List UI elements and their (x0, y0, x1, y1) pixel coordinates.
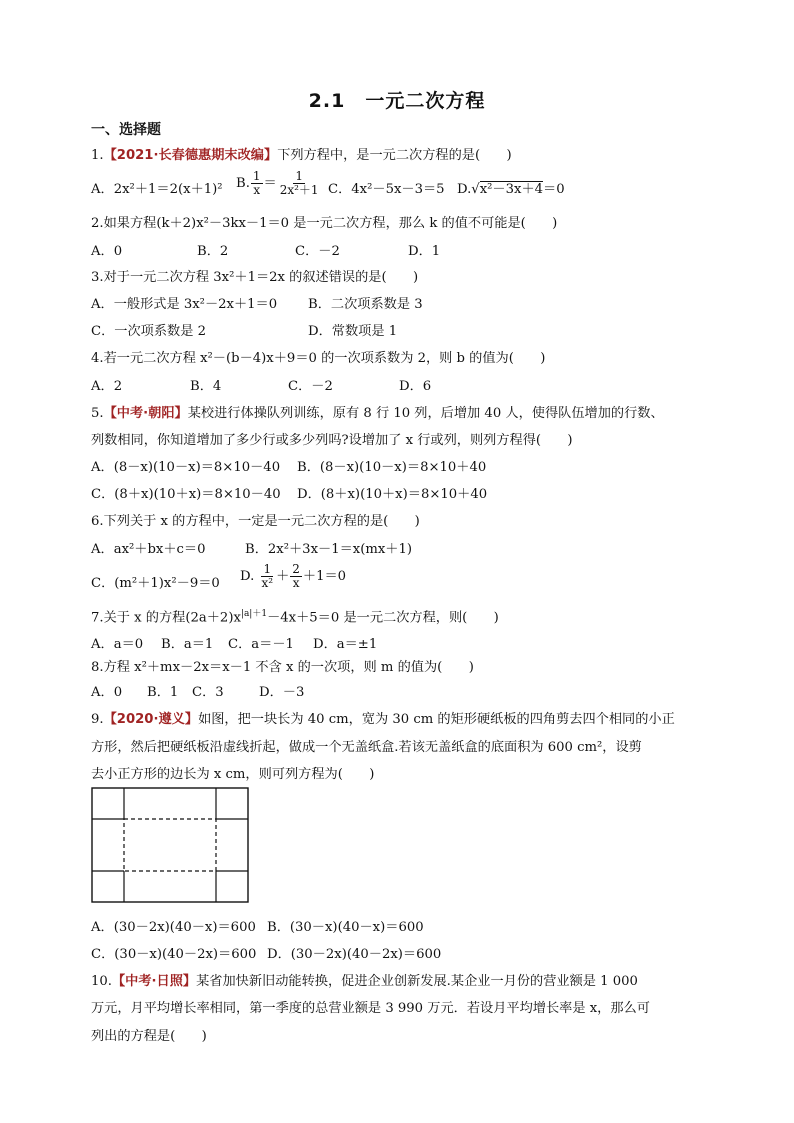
question-6-option-a: A．ax²＋bx＋c＝0 (91, 542, 206, 557)
question-4-option-c: C．－2 (288, 379, 333, 394)
question-10-stem: 10.【中考·日照】某省加快新旧动能转换，促进企业创新发展.某企业一月份的营业额是 1 000 (91, 974, 638, 989)
question-5-option-c: C．(8＋x)(10＋x)＝8×10－40 (91, 487, 281, 502)
question-1-option-b: B. $\frac{1}{x}$ ＝ $\frac{1}{\text{2x²＋1}}$ (236, 169, 319, 197)
question-1-option-c: C．4x²－5x－3＝5 (328, 182, 445, 197)
question-6-option-d: D. $\frac{1}{\text{x²}}$ ＋ $\frac{2}{x}$ ＋1＝0 (240, 562, 347, 590)
question-7-option-c: C．a＝－1 (228, 637, 294, 652)
cardboard-diagram (91, 787, 251, 905)
question-3-option-a: A．一般形式是 3x²－2x＋1＝0 (91, 297, 278, 312)
question-1-option-d: D.√x²－3x＋4＝0 (457, 182, 565, 197)
question-9-stem-cont: 方形，然后把硬纸板沿虚线折起，做成一个无盖纸盒.若该无盖纸盒的底面积为 600 cm²，设剪 (91, 740, 642, 755)
question-1-stem: 1.【2021·长春德惠期末改编】下列方程中，是一元二次方程的是( ) (91, 148, 512, 163)
question-5-option-a: A．(8－x)(10－x)＝8×10－40 (91, 460, 281, 475)
question-10-stem-cont2: 列出的方程是( ) (91, 1029, 207, 1044)
question-1-source: 【2021·长春德惠期末改编】 (103, 148, 278, 163)
question-9-source: 【2020·遵义】 (103, 712, 199, 727)
question-8-stem: 8.方程 x²＋mx－2x＝x－1 不含 x 的一次项，则 m 的值为( ) (91, 660, 474, 675)
question-9-option-a: A．(30－2x)(40－x)＝600 (91, 920, 256, 935)
question-6-stem: 6.下列关于 x 的方程中，一定是一元二次方程的是( ) (91, 514, 420, 529)
page-title: 2.1 一元二次方程 (308, 90, 486, 112)
question-5-option-b: B．(8－x)(10－x)＝8×10＋40 (297, 460, 487, 475)
question-4-option-d: D．6 (399, 379, 432, 394)
question-10-source: 【中考·日照】 (111, 974, 197, 989)
question-9-option-b: B．(30－x)(40－x)＝600 (267, 920, 424, 935)
question-3-stem: 3.对于一元二次方程 3x²＋1＝2x 的叙述错误的是( ) (91, 270, 419, 285)
question-9-stem: 9.【2020·遵义】如图，把一块长为 40 cm，宽为 30 cm 的矩形硬纸板的四角剪去四个相同的小正 (91, 712, 675, 727)
question-7-option-d: D．a＝±1 (313, 637, 378, 652)
cardboard-outline (92, 788, 248, 902)
question-7-option-a: A．a＝0 (91, 637, 144, 652)
question-9-stem-cont2: 去小正方形的边长为 x cm，则可列方程为( ) (91, 767, 375, 782)
question-5-source: 【中考·朝阳】 (103, 406, 188, 421)
fold-dashed-line (124, 819, 216, 871)
question-4-option-a: A．2 (91, 379, 123, 394)
question-9-option-d: D．(30－2x)(40－2x)＝600 (267, 947, 442, 962)
sqrt-symbol: √ (471, 182, 480, 197)
question-5-option-d: D．(8＋x)(10＋x)＝8×10＋40 (297, 487, 488, 502)
question-8-option-d: D．－3 (259, 685, 305, 700)
question-2-stem: 2.如果方程(k＋2)x²－3kx－1＝0 是一元二次方程，那么 k 的值不可能是( ) (91, 216, 558, 231)
question-3-option-d: D．常数项是 1 (308, 324, 398, 339)
question-7-option-b: B．a＝1 (161, 637, 214, 652)
question-8-option-c: C．3 (192, 685, 224, 700)
question-4-stem: 4.若一元二次方程 x²－(b－4)x＋9＝0 的一次项系数为 2，则 b 的值为( ) (91, 351, 546, 366)
question-8-option-a: A．0 (91, 685, 123, 700)
question-3-option-b: B．二次项系数是 3 (308, 297, 423, 312)
question-3-option-c: C．一次项系数是 2 (91, 324, 206, 339)
question-2-option-d: D．1 (408, 244, 441, 259)
question-2-option-c: C．－2 (295, 244, 340, 259)
question-6-option-b: B．2x²＋3x－1＝x(mx＋1) (245, 542, 413, 557)
question-5-stem-cont: 列数相同，你知道增加了多少行或多少列吗?设增加了 x 行或列，则列方程得( ) (91, 433, 573, 448)
question-2-option-a: A．0 (91, 244, 123, 259)
question-5-stem: 5.【中考·朝阳】某校进行体操队列训练，原有 8 行 10 列，后增加 40 人，使得队伍增加的行数、 (91, 406, 664, 421)
question-9-option-c: C．(30－x)(40－2x)＝600 (91, 947, 257, 962)
question-4-option-b: B．4 (190, 379, 222, 394)
question-6-option-c: C．(m²＋1)x²－9＝0 (91, 576, 220, 591)
question-7-stem: 7.关于 x 的方程$(2a+2)x^{|a|+1}-4x+5=0$ 是一元二次方程，则( ) (91, 609, 499, 626)
section-heading: 一、选择题 (91, 122, 161, 138)
question-1-option-a: A．2x²＋1＝2(x＋1)² (91, 182, 223, 197)
question-10-stem-cont: 万元，月平均增长率相同，第一季度的总营业额是 3 990 万元．若设月平均增长率是 x，那么可 (91, 1001, 650, 1016)
question-8-option-b: B．1 (147, 685, 179, 700)
question-2-option-b: B．2 (197, 244, 229, 259)
